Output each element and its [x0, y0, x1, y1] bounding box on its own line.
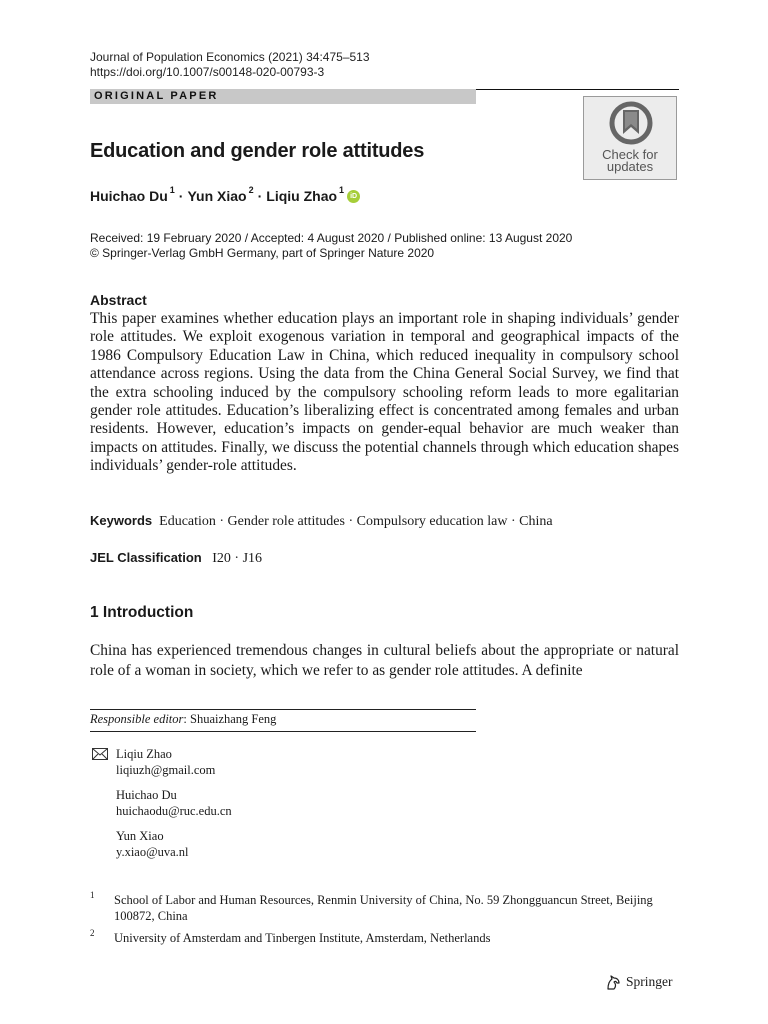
footnote-rule-bottom: [90, 731, 476, 732]
author-affiliation: 1: [169, 185, 175, 195]
author-list: [90, 185, 360, 204]
contact-name: Yun Xiao: [116, 829, 164, 843]
abstract-heading: Abstract: [90, 292, 147, 308]
author-name[interactable]: Huichao Du: [90, 188, 168, 204]
check-updates-line1: Check for: [602, 147, 658, 162]
author-affiliation: 2: [248, 185, 254, 195]
envelope-icon: [92, 748, 108, 760]
author-separator: ·: [257, 188, 263, 204]
check-updates-line2: updates: [606, 159, 654, 174]
copyright-notice: © Springer-Verlag GmbH Germany, part of Springer Nature 2020: [90, 246, 435, 260]
keywords-label: Keywords: [90, 513, 153, 528]
editor-label: Responsible editor: [90, 712, 184, 726]
section-heading: 1 Introduction: [90, 604, 194, 621]
springer-horse-icon: [604, 973, 622, 991]
paper-title: Education and gender role attitudes: [90, 140, 425, 162]
section-body: China has experienced tremendous changes in cultural beliefs about the appropriate or natural role of a woman in society, which we refer to as gender role attitudes. A definite: [90, 642, 679, 679]
footnote-number: 1: [90, 890, 95, 900]
author-affiliation: 1: [339, 185, 345, 195]
author-name[interactable]: Liqiu Zhao: [266, 188, 338, 204]
jel-classification: [90, 550, 262, 567]
orcid-icon[interactable]: iD: [347, 190, 360, 203]
contact-email[interactable]: huichaodu@ruc.edu.cn: [116, 804, 232, 818]
jel-value: I20 · J16: [212, 551, 263, 566]
contact-entry: [116, 746, 215, 778]
article-type-label: ORIGINAL PAPER: [94, 90, 219, 102]
contact-entry: [116, 787, 232, 819]
footnote-number: 2: [90, 928, 95, 938]
contact-name: Huichao Du: [116, 788, 177, 802]
jel-label: JEL Classification: [90, 550, 202, 565]
editor-name: : Shuaizhang Feng: [183, 712, 277, 726]
author-separator: ·: [178, 188, 184, 204]
keywords: [90, 513, 553, 530]
publisher-name: Springer: [626, 974, 673, 989]
publisher-logo: [604, 973, 673, 991]
keywords-value: Education · Gender role attitudes · Compulsory education law · China: [159, 514, 553, 529]
contact-email[interactable]: y.xiao@uva.nl: [116, 845, 189, 859]
doi-link[interactable]: https://doi.org/10.1007/s00148-020-00793-3: [90, 65, 325, 79]
contact-entry: [116, 828, 189, 860]
publication-dates: Received: 19 February 2020 / Accepted: 4 August 2020 / Published online: 13 August 2020: [90, 231, 573, 245]
footnote-rule-top: [90, 709, 476, 710]
footnote-text: School of Labor and Human Resources, Renmin University of China, No. 59 Zhongguancun Street, Beijing 100872, China: [114, 893, 653, 923]
contact-name: Liqiu Zhao: [116, 747, 172, 761]
header-rule: [476, 89, 679, 90]
check-for-updates-button[interactable]: [583, 96, 677, 180]
bookmark-circle-icon: [609, 101, 653, 145]
author-name[interactable]: Yun Xiao: [187, 188, 247, 204]
responsible-editor: [90, 712, 276, 727]
contact-email[interactable]: liqiuzh@gmail.com: [116, 763, 216, 777]
footnote-text: University of Amsterdam and Tinbergen Institute, Amsterdam, Netherlands: [114, 931, 491, 945]
abstract-text: This paper examines whether education plays an important role in shaping individuals’ gender role attitudes. We exploit exogenous variation in temporal and geographical impacts of the 1986 Compulsory Education Law in China, which reduced inequality in compulsory school attendance across regions. Using the data from the China General Social Survey, we find that the extra schooling induced by the compulsory schooling reform leads to more egalitarian gender role attitudes. Education’s liberalizing effect is concentrated among females and urban residents. However, education’s impacts on gender-equal behavior are much weaker than impacts on attitudes. Finally, we discuss the potential channels through which education shapes individuals’ gender-role attitudes.: [90, 310, 679, 475]
journal-citation: Journal of Population Economics (2021) 34:475–513: [90, 50, 370, 64]
journal-header: [90, 50, 370, 80]
